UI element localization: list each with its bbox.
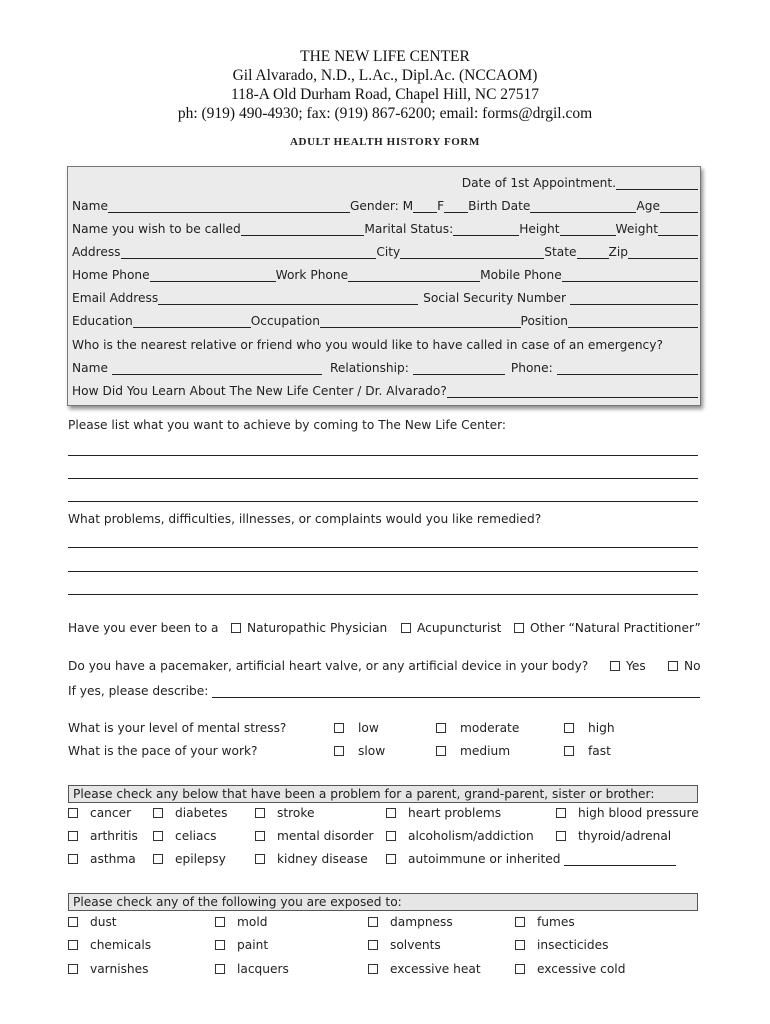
- checkbox-icon[interactable]: [386, 854, 396, 864]
- checkbox-icon[interactable]: [153, 831, 163, 841]
- exposure-chemicals[interactable]: chemicals: [68, 938, 151, 952]
- birth-date-label: Birth Date: [468, 199, 531, 213]
- name-row: [72, 195, 698, 213]
- checkbox-icon[interactable]: [515, 940, 525, 950]
- first-appt-field[interactable]: [616, 176, 698, 190]
- age-label: Age: [636, 199, 660, 213]
- relative-phone-label: Phone:: [510, 361, 553, 375]
- device-describe-row: [68, 680, 700, 698]
- autoimmune-field[interactable]: [564, 852, 676, 866]
- checkbox-icon[interactable]: [668, 661, 678, 671]
- email-label: Email Address: [72, 291, 159, 305]
- family-arthritis[interactable]: arthritis: [68, 829, 138, 843]
- checkbox-icon[interactable]: [556, 808, 566, 818]
- address-row: [72, 241, 698, 259]
- checkbox-icon[interactable]: [401, 623, 411, 633]
- other-practitioner-option[interactable]: Other “Natural Practitioner”: [514, 621, 701, 635]
- family-diabetes[interactable]: diabetes: [153, 806, 227, 820]
- exposure-lacquers[interactable]: lacquers: [215, 962, 289, 976]
- relationship-label: Relationship:: [329, 361, 409, 375]
- name-label: Name: [72, 199, 108, 213]
- naturopathic-option[interactable]: Naturopathic Physician: [231, 621, 387, 635]
- home-phone-label: Home Phone: [72, 268, 150, 282]
- city-label: City: [376, 245, 401, 259]
- address-field[interactable]: [121, 245, 377, 259]
- zip-label: Zip: [608, 245, 628, 259]
- work-phone-label: Work Phone: [275, 268, 349, 282]
- gender-f-label: F: [437, 199, 445, 213]
- family-thyroid[interactable]: thyroid/adrenal: [556, 829, 671, 843]
- family-mental[interactable]: mental disorder: [255, 829, 374, 843]
- occupation-field[interactable]: [320, 314, 521, 328]
- weight-label: Weight: [615, 222, 658, 236]
- marital-label: Marital Status:: [364, 222, 454, 236]
- checkbox-icon[interactable]: [153, 854, 163, 864]
- checkbox-icon[interactable]: [386, 831, 396, 841]
- birth-date-field[interactable]: [530, 199, 636, 213]
- practitioner-name: Gil Alvarado, N.D., L.Ac., Dipl.Ac. (NCCAOM): [232, 67, 538, 84]
- checkbox-icon[interactable]: [564, 746, 574, 756]
- checkbox-icon[interactable]: [153, 808, 163, 818]
- stress-high-option[interactable]: high: [564, 721, 615, 735]
- acupuncturist-option[interactable]: Acupuncturist: [401, 621, 501, 635]
- checkbox-icon[interactable]: [215, 917, 225, 927]
- exposure-cold[interactable]: excessive cold: [515, 962, 625, 976]
- exposure-dampness[interactable]: dampness: [368, 915, 453, 929]
- achieve-line-3[interactable]: [68, 501, 698, 502]
- family-stroke[interactable]: stroke: [255, 806, 314, 820]
- checkbox-icon[interactable]: [436, 723, 446, 733]
- checkbox-icon[interactable]: [68, 831, 78, 841]
- form-title: ADULT HEALTH HISTORY FORM: [290, 136, 480, 148]
- relative-name-field[interactable]: [112, 361, 322, 375]
- family-blood-pressure[interactable]: high blood pressure: [556, 806, 699, 820]
- checkbox-icon[interactable]: [255, 808, 265, 818]
- checkbox-icon[interactable]: [68, 964, 78, 974]
- checkbox-icon[interactable]: [334, 746, 344, 756]
- checkbox-icon[interactable]: [368, 964, 378, 974]
- relative-phone-field[interactable]: [557, 361, 698, 375]
- achieve-line-1[interactable]: [68, 455, 698, 456]
- pace-fast-option[interactable]: fast: [564, 744, 611, 758]
- exposure-fumes[interactable]: fumes: [515, 915, 575, 929]
- name-field[interactable]: [108, 199, 350, 213]
- checkbox-icon[interactable]: [334, 723, 344, 733]
- exposure-varnishes[interactable]: varnishes: [68, 962, 149, 976]
- device-describe-field[interactable]: [212, 684, 700, 698]
- pace-question: What is the pace of your work?: [68, 744, 258, 758]
- called-row: [72, 218, 698, 236]
- family-history-header: Please check any below that have been a problem for a parent, grand-parent, sister or brother:: [68, 785, 698, 803]
- checkbox-icon[interactable]: [556, 831, 566, 841]
- checkbox-icon[interactable]: [610, 661, 620, 671]
- clinic-contact: ph: (919) 490-4930; fax: (919) 867-6200; email: forms@drgil.com: [177, 105, 593, 122]
- device-no-option[interactable]: No: [668, 659, 701, 673]
- phone-row: [72, 264, 698, 282]
- mobile-phone-label: Mobile Phone: [480, 268, 562, 282]
- stress-low-option[interactable]: low: [334, 721, 379, 735]
- age-field[interactable]: [660, 199, 698, 213]
- checkbox-icon[interactable]: [514, 623, 524, 633]
- checkbox-icon[interactable]: [255, 854, 265, 864]
- exposure-insecticides[interactable]: insecticides: [515, 938, 609, 952]
- gender-m-field[interactable]: [413, 199, 437, 213]
- checkbox-icon[interactable]: [68, 917, 78, 927]
- device-describe-label: If yes, please describe:: [68, 684, 209, 698]
- email-row: [72, 287, 698, 305]
- problems-question: What problems, difficulties, illnesses, or complaints would you like remedied?: [68, 512, 542, 526]
- relative-question: Who is the nearest relative or friend who you would like to have called in case of an emergency?: [72, 338, 663, 352]
- family-kidney[interactable]: kidney disease: [255, 852, 368, 866]
- stress-question: What is your level of mental stress?: [68, 721, 287, 735]
- pace-slow-option[interactable]: slow: [334, 744, 385, 758]
- state-label: State: [544, 245, 577, 259]
- occupation-label: Occupation: [250, 314, 320, 328]
- exposure-heat[interactable]: excessive heat: [368, 962, 481, 976]
- email-field[interactable]: [158, 291, 418, 305]
- exposure-mold[interactable]: mold: [215, 915, 267, 929]
- problems-line-2[interactable]: [68, 571, 698, 572]
- education-field[interactable]: [133, 314, 251, 328]
- address-label: Address: [72, 245, 121, 259]
- checkbox-icon[interactable]: [515, 917, 525, 927]
- zip-field[interactable]: [628, 245, 698, 259]
- exposure-dust[interactable]: dust: [68, 915, 117, 929]
- exposure-header: Please check any of the following you are exposed to:: [68, 893, 698, 911]
- checkbox-icon[interactable]: [231, 623, 241, 633]
- practitioner-question: Have you ever been to a: [68, 621, 219, 635]
- checkbox-icon[interactable]: [68, 808, 78, 818]
- learn-row: [72, 380, 698, 398]
- relative-row: [72, 357, 698, 375]
- clinic-address: 118-A Old Durham Road, Chapel Hill, NC 27517: [230, 86, 540, 103]
- mobile-phone-field[interactable]: [562, 268, 698, 282]
- called-label: Name you wish to be called: [72, 222, 241, 236]
- position-field[interactable]: [568, 314, 698, 328]
- family-epilepsy[interactable]: epilepsy: [153, 852, 226, 866]
- pace-medium-option[interactable]: medium: [436, 744, 510, 758]
- family-asthma[interactable]: asthma: [68, 852, 136, 866]
- weight-field[interactable]: [658, 222, 698, 236]
- family-celiacs[interactable]: celiacs: [153, 829, 217, 843]
- checkbox-icon[interactable]: [515, 964, 525, 974]
- achieve-line-2[interactable]: [68, 478, 698, 479]
- clinic-name: THE NEW LIFE CENTER: [300, 48, 470, 65]
- checkbox-icon[interactable]: [436, 746, 446, 756]
- gender-label: Gender: M: [349, 199, 414, 213]
- checkbox-icon[interactable]: [215, 964, 225, 974]
- achieve-question: Please list what you want to achieve by coming to The New Life Center:: [68, 418, 506, 432]
- exposure-paint[interactable]: paint: [215, 938, 268, 952]
- checkbox-icon[interactable]: [386, 808, 396, 818]
- device-question: Do you have a pacemaker, artificial heart valve, or any artificial device in your body?: [68, 659, 589, 673]
- checkbox-icon[interactable]: [68, 940, 78, 950]
- stress-moderate-option[interactable]: moderate: [436, 721, 519, 735]
- checkbox-icon[interactable]: [368, 917, 378, 927]
- checkbox-icon[interactable]: [255, 831, 265, 841]
- ssn-label: Social Security Number: [423, 291, 566, 305]
- position-label: Position: [520, 314, 568, 328]
- marital-field[interactable]: [453, 222, 519, 236]
- checkbox-icon[interactable]: [215, 940, 225, 950]
- state-field[interactable]: [577, 245, 609, 259]
- gender-f-field[interactable]: [444, 199, 468, 213]
- education-row: [72, 310, 698, 328]
- learn-field[interactable]: [447, 384, 698, 398]
- home-phone-field[interactable]: [150, 268, 276, 282]
- first-appt-label: Date of 1st Appointment.: [461, 176, 616, 190]
- relative-name-label: Name: [72, 361, 108, 375]
- family-cancer[interactable]: cancer: [68, 806, 131, 820]
- device-yes-option[interactable]: Yes: [610, 659, 646, 673]
- family-heart[interactable]: heart problems: [386, 806, 501, 820]
- checkbox-icon[interactable]: [368, 940, 378, 950]
- ssn-field[interactable]: [570, 291, 698, 305]
- problems-line-3[interactable]: [68, 594, 698, 595]
- family-alcoholism[interactable]: alcoholism/addiction: [386, 829, 534, 843]
- learn-label: How Did You Learn About The New Life Center / Dr. Alvarado?: [72, 384, 447, 398]
- exposure-solvents[interactable]: solvents: [368, 938, 441, 952]
- relationship-field[interactable]: [413, 361, 505, 375]
- work-phone-field[interactable]: [348, 268, 480, 282]
- height-field[interactable]: [560, 222, 616, 236]
- family-autoimmune[interactable]: autoimmune or inherited: [386, 852, 676, 866]
- checkbox-icon[interactable]: [564, 723, 574, 733]
- first-appointment-row: [72, 172, 698, 190]
- called-field[interactable]: [241, 222, 365, 236]
- problems-line-1[interactable]: [68, 547, 698, 548]
- height-label: Height: [519, 222, 560, 236]
- education-label: Education: [72, 314, 133, 328]
- city-field[interactable]: [400, 245, 544, 259]
- checkbox-icon[interactable]: [68, 854, 78, 864]
- relative-question-row: [72, 334, 698, 352]
